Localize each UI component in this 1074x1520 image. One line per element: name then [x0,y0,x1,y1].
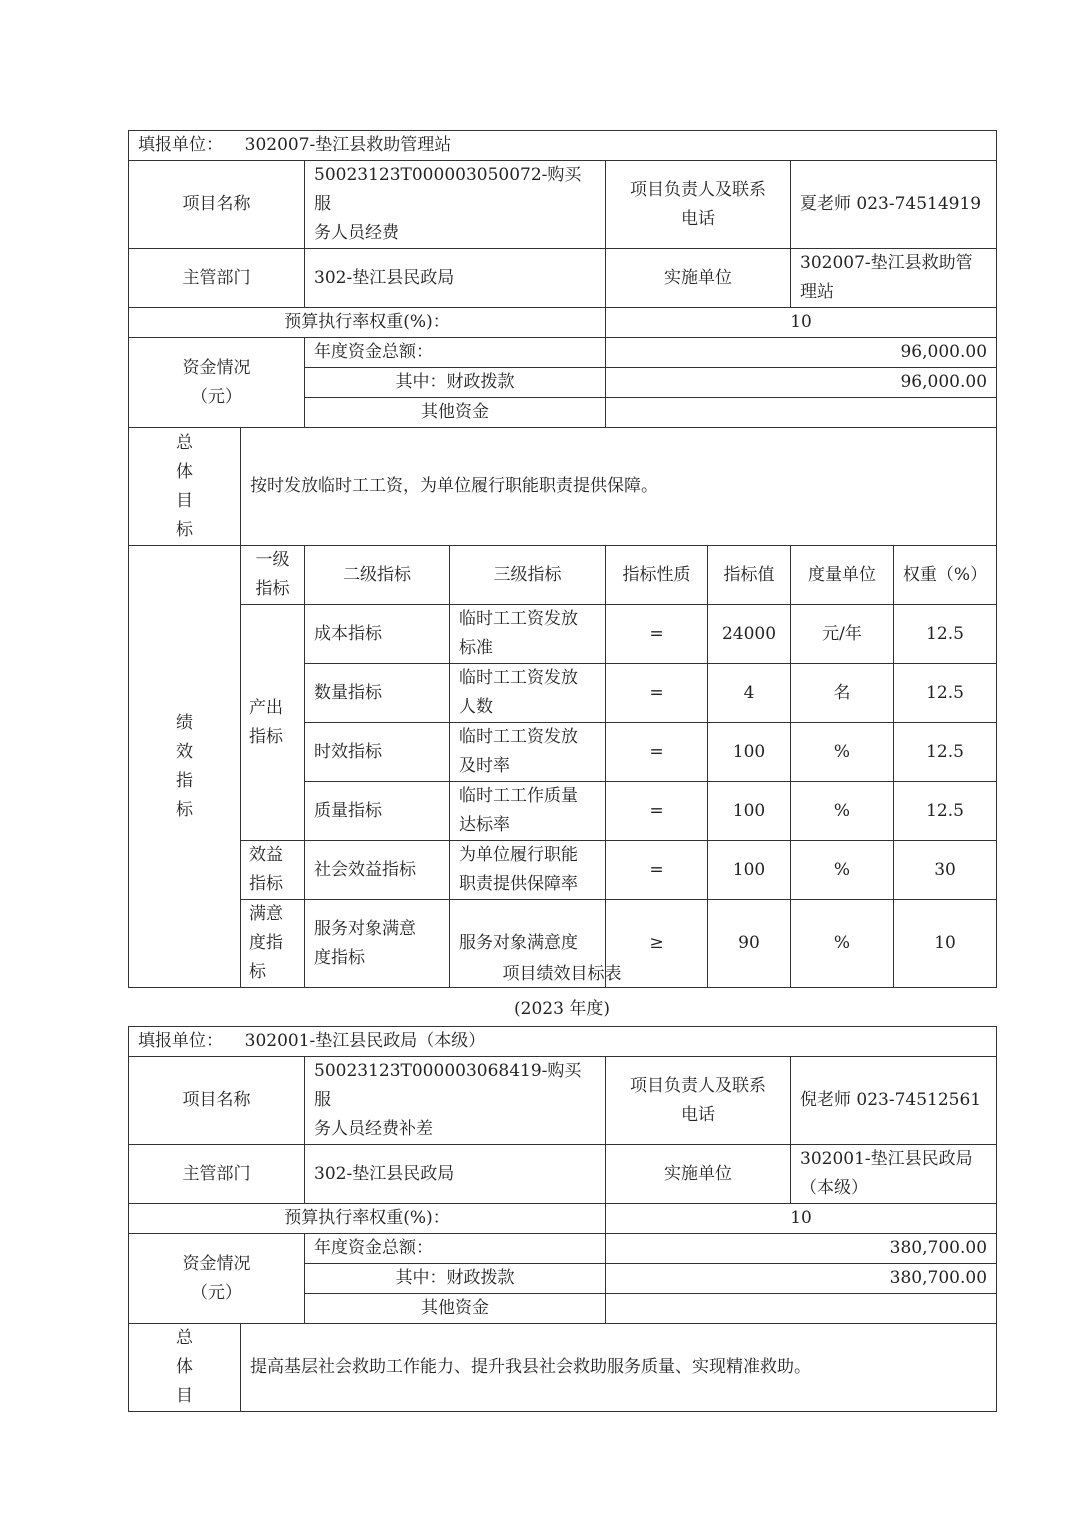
header-level2: 二级指标 [305,546,450,605]
impl-value-line2: （本级） [800,1178,868,1198]
goal-text: 提高基层社会救助工作能力、提升我县社会救助服务质量、实现精准救助。 [241,1324,997,1412]
funds-label-line1: 资金情况 [182,1253,251,1274]
unit-cell: % [791,723,894,782]
perf-char: 指 [176,770,193,791]
funds-label-line2: （元） [191,386,242,407]
weight-cell: 12.5 [894,605,997,664]
weight-row [129,1204,997,1234]
impl-label: 实施单位 [606,1145,791,1204]
dept-label: 主管部门 [129,1145,305,1204]
impl-label: 实施单位 [606,249,791,308]
table-row [129,605,997,664]
indicator-header-row [129,546,997,605]
perf-label [129,546,241,988]
other-value [606,398,997,428]
satisfaction-category-line1: 满意 [249,904,283,924]
dept-value: 302-垫江县民政局 [305,249,606,308]
level2-cell: 时效指标 [305,723,450,782]
name-value [305,161,606,249]
goal-label [129,1324,241,1412]
name-row [129,1057,997,1145]
impl-value [791,249,997,308]
level3-line2: 及时率 [459,756,510,776]
value-cell: 100 [708,782,791,841]
total-label: 年度资金总额： [305,1234,606,1264]
goal-row [129,428,997,546]
impl-value-line1: 302007-垫江县救助管 [800,253,973,273]
output-category [241,605,305,841]
other-value [606,1294,997,1324]
satisfaction-category-line2: 度指 [249,933,283,953]
contact-value: 夏老师 023-74514919 [791,161,997,249]
name-value-line2: 务人员经费补差 [314,1119,433,1139]
nature-cell: ≥ [606,900,708,988]
total-label: 年度资金总额： [305,338,606,368]
goal-label [129,428,241,546]
header-unit: 度量单位 [791,546,894,605]
unit-cell: 名 [791,664,894,723]
value-cell: 24000 [708,605,791,664]
table-year: (2023 年度) [514,999,610,1019]
name-value-line1: 50023123T000003068419-购买服 [314,1061,582,1110]
perf-char: 标 [176,799,193,820]
goal-row [129,1324,997,1412]
contact-value: 倪老师 023-74512561 [791,1057,997,1145]
weight-cell: 30 [894,841,997,900]
weight-cell: 12.5 [894,723,997,782]
satisfaction-category-line3: 标 [249,962,266,982]
fiscal-label: 其中：财政拨款 [305,368,606,398]
dept-row [129,1145,997,1204]
level3-cell [450,605,606,664]
unit-row [129,1027,997,1057]
level3-cell [450,664,606,723]
benefit-category [241,841,305,900]
level3-line1: 临时工工资发放 [459,727,578,747]
unit-cell: % [791,900,894,988]
value-cell: 90 [708,900,791,988]
nature-cell: = [606,841,708,900]
unit-value: 302007-垫江县救助管理站 [244,135,452,155]
fiscal-value: 380,700.00 [606,1264,997,1294]
benefit-category-line2: 指标 [249,874,283,894]
weight-cell: 12.5 [894,782,997,841]
other-label: 其他资金 [305,1294,606,1324]
value-cell: 4 [708,664,791,723]
dept-row [129,249,997,308]
perf-char: 绩 [176,712,193,733]
funds-total-row [129,338,997,368]
goal-char: 总 [176,1328,193,1348]
header-nature: 指标性质 [606,546,708,605]
unit-cell: 元/年 [791,605,894,664]
level3-line2: 职责提供保障率 [459,874,578,894]
name-label: 项目名称 [129,161,305,249]
nature-cell: = [606,605,708,664]
header-level3: 三级指标 [450,546,606,605]
level3-line2: 达标率 [459,815,510,835]
output-category-line1: 产出 [249,697,283,718]
goal-char: 体 [176,1357,193,1377]
level2-cell: 数量指标 [305,664,450,723]
weight-label: 预算执行率权重(%)： [129,308,606,338]
unit-row [129,131,997,161]
table-title: 项目绩效目标表 [502,964,622,984]
goal-char: 体 [176,461,193,482]
unit-value: 302001-垫江县民政局（本级） [244,1031,486,1051]
project-table-1 [128,130,997,988]
header-level1 [241,546,305,605]
contact-label [606,161,791,249]
funds-label-line1: 资金情况 [182,357,251,378]
goal-text: 按时发放临时工工资，为单位履行职能职责提供保障。 [241,428,997,546]
weight-value: 10 [606,1204,997,1234]
unit-label: 填报单位： [138,135,223,155]
unit-label: 填报单位： [138,1031,223,1051]
header-weight: 权重（%） [894,546,997,605]
funds-label [129,1234,305,1324]
dept-label: 主管部门 [129,249,305,308]
contact-label [606,1057,791,1145]
level3-line1: 为单位履行职能 [459,845,578,865]
value-cell: 100 [708,723,791,782]
level2-cell: 成本指标 [305,605,450,664]
unit-cell: % [791,841,894,900]
level3-cell [450,841,606,900]
weight-label: 预算执行率权重(%)： [129,1204,606,1234]
weight-row [129,308,997,338]
level3-cell: 服务对象满意度 [450,900,606,988]
table-row [129,841,997,900]
other-label: 其他资金 [305,398,606,428]
level2-line1: 服务对象满意 [314,918,416,939]
fiscal-value: 96,000.00 [606,368,997,398]
impl-value [791,1145,997,1204]
goal-char: 目 [176,490,193,511]
impl-value-line1: 302001-垫江县民政局 [800,1149,973,1169]
level2-line2: 度指标 [314,947,365,968]
value-cell: 100 [708,841,791,900]
weight-cell: 12.5 [894,664,997,723]
name-value-line1: 50023123T000003050072-购买服 [314,165,582,214]
level3-line2: 标准 [459,638,493,658]
level3-cell [450,723,606,782]
impl-value-line2: 理站 [800,282,834,302]
funds-label [129,338,305,428]
dept-value: 302-垫江县民政局 [305,1145,606,1204]
perf-char: 效 [176,741,193,762]
weight-cell: 10 [894,900,997,988]
contact-label-line2: 电话 [681,208,715,229]
level2-cell: 社会效益指标 [305,841,450,900]
level3-line1: 临时工工资发放 [459,609,578,629]
benefit-category-line1: 效益 [249,845,283,865]
name-row [129,161,997,249]
level3-line1: 临时工工作质量 [459,786,578,806]
contact-label-line2: 电话 [681,1104,715,1125]
goal-char: 总 [176,432,193,453]
name-value-line2: 务人员经费 [314,223,399,243]
output-category-line2: 指标 [249,726,283,747]
name-label: 项目名称 [129,1057,305,1145]
contact-label-line1: 项目负责人及联系 [630,1075,766,1096]
name-value [305,1057,606,1145]
goal-char: 目 [176,1386,193,1406]
total-value: 96,000.00 [606,338,997,368]
unit-cell: % [791,782,894,841]
unit-cell [129,131,997,161]
level2-cell: 质量指标 [305,782,450,841]
goal-char: 标 [176,519,193,540]
nature-cell: = [606,782,708,841]
header-level1-line1: 一级 [255,550,290,570]
funds-total-row [129,1234,997,1264]
level3-line1: 临时工工资发放 [459,668,578,688]
weight-value: 10 [606,308,997,338]
nature-cell: = [606,664,708,723]
project-table-2 [128,1026,997,1412]
unit-cell [129,1027,997,1057]
header-value: 指标值 [708,546,791,605]
nature-cell: = [606,723,708,782]
fiscal-label: 其中：财政拨款 [305,1264,606,1294]
total-value: 380,700.00 [606,1234,997,1264]
contact-label-line1: 项目负责人及联系 [630,179,766,200]
level3-cell [450,782,606,841]
level3-line2: 人数 [459,697,493,717]
header-level1-line2: 指标 [255,579,290,599]
funds-label-line2: （元） [191,1282,242,1303]
